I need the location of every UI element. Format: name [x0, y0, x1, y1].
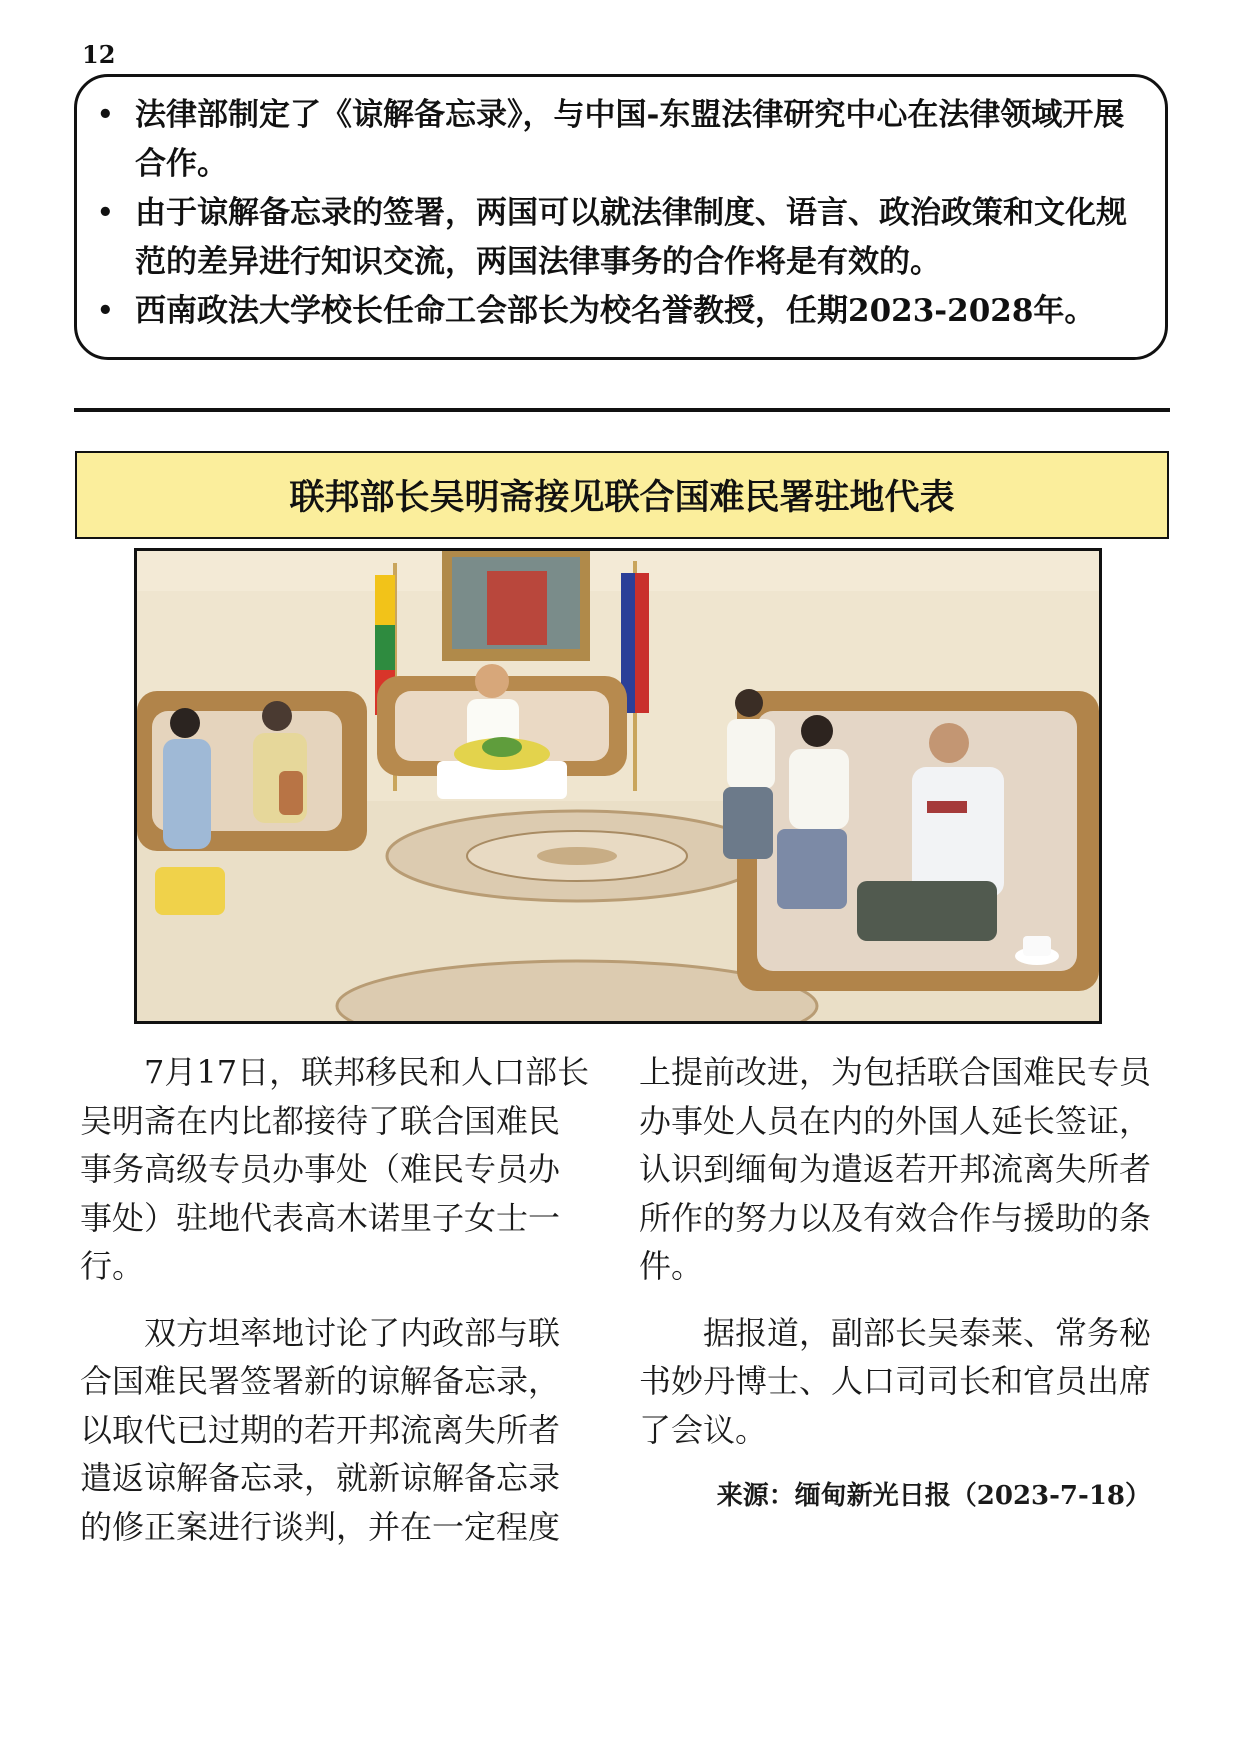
bullet-text: 西南政法大学校长任命工会部长为校名誉教授，任期2023-2028年。: [135, 293, 1096, 329]
bullet-icon: •: [97, 100, 114, 130]
article-paragraph: 据报道，副部长吴泰莱、常务秘书妙丹博士、人口司司长和官员出席了会议。: [639, 1313, 1152, 1449]
article-paragraph: 上提前改进，为包括联合国难民专员办事处人员在内的外国人延长签证，认识到缅甸为遣返若开邦流离失所者所作的努力以及有效合作与援助的条件。: [639, 1053, 1152, 1285]
article-source: 来源：缅甸新光日报（2023-7-18）: [716, 1481, 1151, 1511]
section-divider: [74, 408, 1170, 412]
article-column-right: [639, 1048, 1159, 1521]
article-paragraph: 7月17日，联邦移民和人口部长吴明斋在内比都接待了联合国难民事务高级专员办事处（难民专员办事处）驻地代表高木诺里子女士一行。: [80, 1053, 590, 1285]
bullet-item: [97, 287, 1141, 336]
page-number: 12: [82, 40, 116, 69]
article-headline: 联邦部长吴明斋接见联合国难民署驻地代表: [75, 451, 1169, 539]
article-paragraph: 双方坦率地讨论了内政部与联合国难民署签署新的谅解备忘录，以取代已过期的若开邦流离失所者遣返谅解备忘录，就新谅解备忘录的修正案进行谈判，并在一定程度: [80, 1313, 561, 1546]
summary-box: [74, 74, 1168, 360]
bullet-text: 由于谅解备忘录的签署，两国可以就法律制度、语言、政治政策和文化规范的差异进行知识交流，两国法律事务的合作将是有效的。: [135, 195, 1127, 280]
bullet-item: [97, 189, 1141, 287]
bullet-icon: •: [97, 198, 114, 228]
meeting-photo: [134, 548, 1102, 1024]
bullet-text: 法律部制定了《谅解备忘录》，与中国-东盟法律研究中心在法律领域开展合作。: [135, 97, 1125, 182]
article-column-left: [80, 1048, 590, 1569]
meeting-photo-illustration: [137, 551, 1099, 1021]
bullet-item: [97, 91, 1141, 189]
bullet-icon: •: [97, 296, 114, 326]
